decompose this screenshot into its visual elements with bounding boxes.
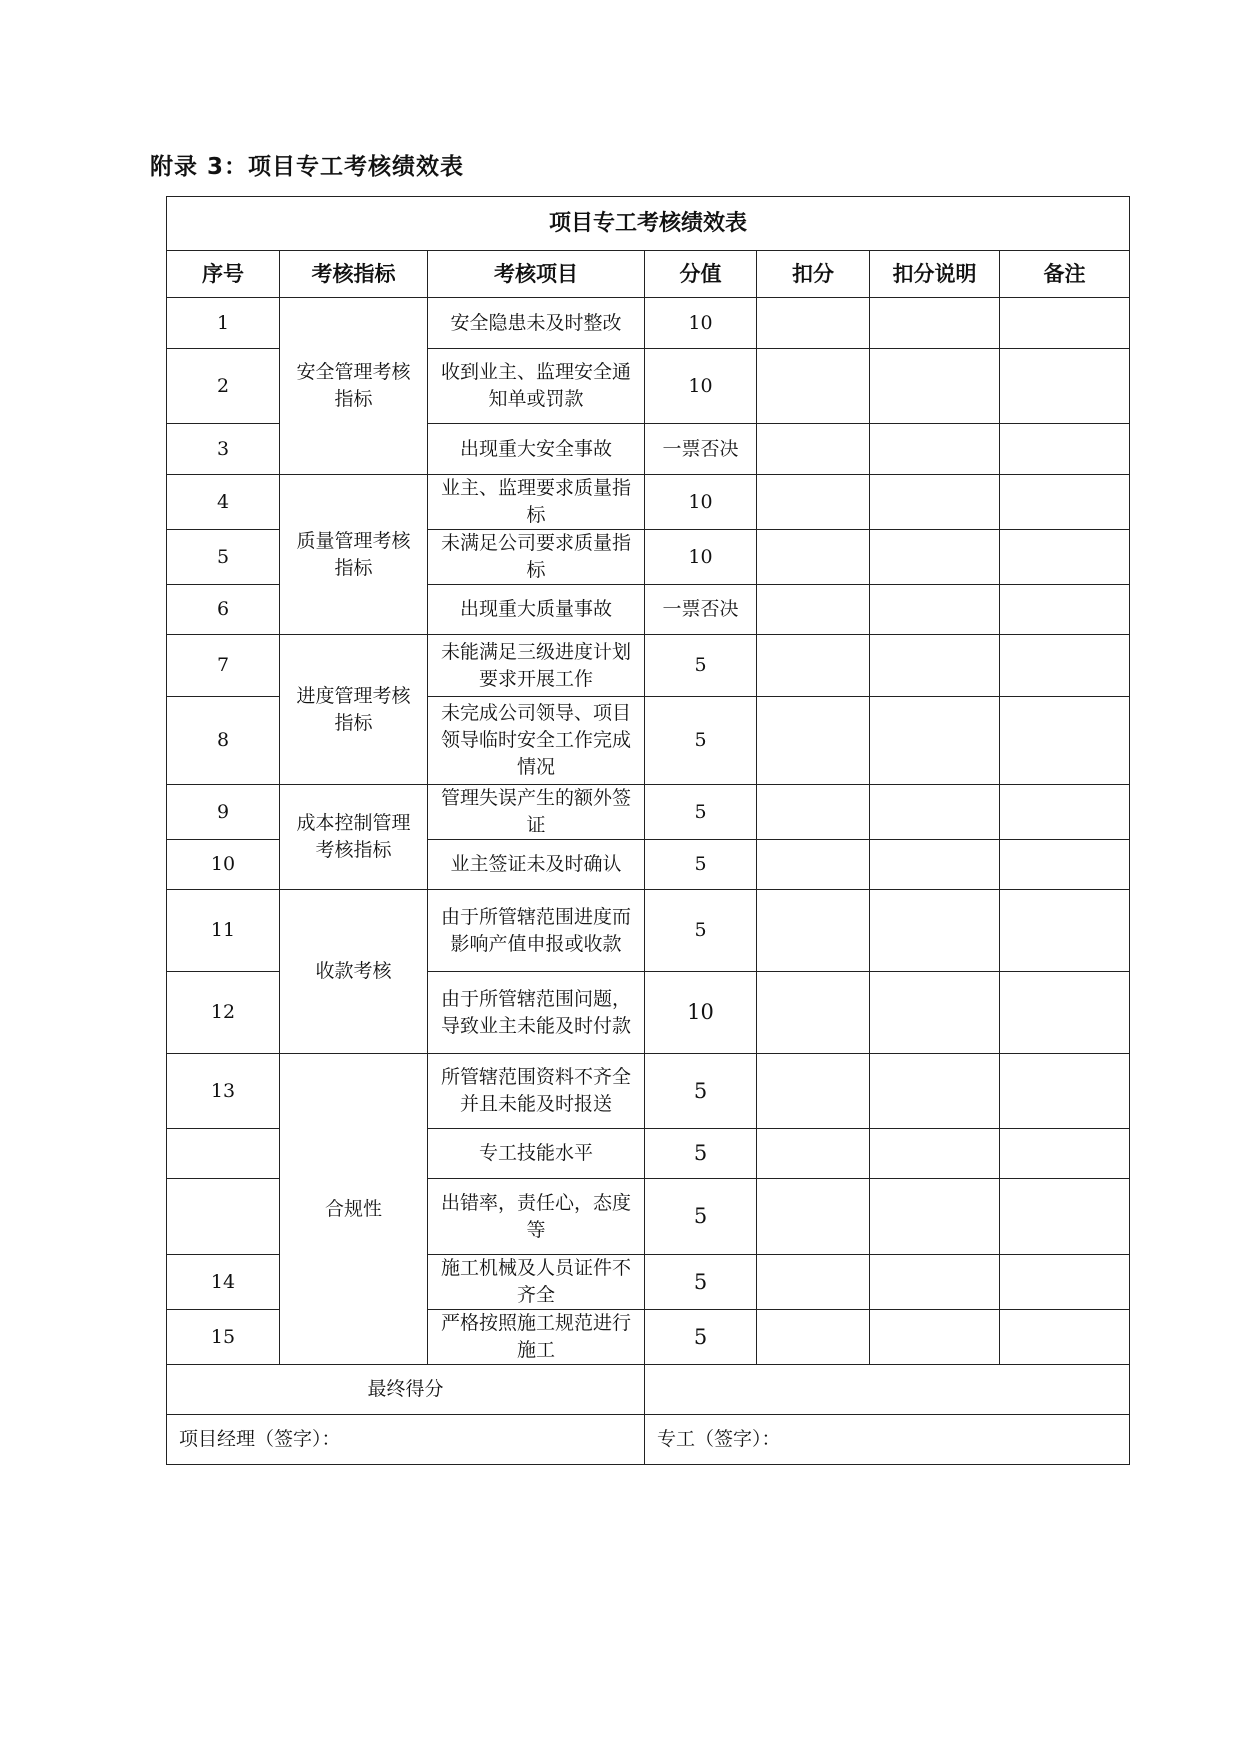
item-cell: 管理失误产生的额外签证	[428, 785, 645, 840]
indicator-cell: 安全管理考核指标	[280, 298, 428, 475]
performance-table	[166, 196, 1130, 1465]
deduction-cell[interactable]	[757, 585, 870, 635]
row-no: 4	[167, 475, 280, 530]
header-remark: 备注	[1000, 251, 1130, 298]
row-no: 13	[167, 1054, 280, 1129]
indicator-cell: 合规性	[280, 1054, 428, 1365]
remark-cell[interactable]	[1000, 890, 1130, 972]
indicator-cell: 收款考核	[280, 890, 428, 1054]
item-cell: 未满足公司要求质量指标	[428, 530, 645, 585]
row-no: 10	[167, 840, 280, 890]
row-no: 12	[167, 972, 280, 1054]
row-no: 9	[167, 785, 280, 840]
score-cell: 一票否决	[645, 424, 757, 475]
score-cell: 5	[645, 1310, 757, 1365]
score-cell: 一票否决	[645, 585, 757, 635]
indicator-cell: 成本控制管理考核指标	[280, 785, 428, 890]
deduction-cell[interactable]	[757, 530, 870, 585]
deduction-note-cell[interactable]	[870, 1054, 1000, 1129]
deduction-cell[interactable]	[757, 635, 870, 697]
header-indicator: 考核指标	[280, 251, 428, 298]
item-cell: 所管辖范围资料不齐全并且未能及时报送	[428, 1054, 645, 1129]
row-no: 8	[167, 697, 280, 785]
item-cell: 专工技能水平	[428, 1129, 645, 1179]
score-cell: 10	[645, 475, 757, 530]
remark-cell[interactable]	[1000, 972, 1130, 1054]
deduction-cell[interactable]	[757, 349, 870, 424]
engineer-signature-field[interactable]: 专工（签字）：	[645, 1415, 1130, 1465]
header-deduction-note: 扣分说明	[870, 251, 1000, 298]
deduction-note-cell[interactable]	[870, 530, 1000, 585]
item-cell: 由于所管辖范围问题，导致业主未能及时付款	[428, 972, 645, 1054]
deduction-note-cell[interactable]	[870, 1255, 1000, 1310]
deduction-cell[interactable]	[757, 890, 870, 972]
remark-cell[interactable]	[1000, 697, 1130, 785]
score-cell: 5	[645, 840, 757, 890]
deduction-cell[interactable]	[757, 840, 870, 890]
score-cell: 10	[645, 530, 757, 585]
deduction-cell[interactable]	[757, 1255, 870, 1310]
deduction-note-cell[interactable]	[870, 697, 1000, 785]
deduction-note-cell[interactable]	[870, 972, 1000, 1054]
deduction-note-cell[interactable]	[870, 1179, 1000, 1255]
final-score-label: 最终得分	[167, 1365, 645, 1415]
row-no: 2	[167, 349, 280, 424]
score-cell: 10	[645, 972, 757, 1054]
deduction-note-cell[interactable]	[870, 635, 1000, 697]
score-cell: 5	[645, 785, 757, 840]
deduction-cell[interactable]	[757, 298, 870, 349]
deduction-note-cell[interactable]	[870, 475, 1000, 530]
score-cell: 10	[645, 349, 757, 424]
item-cell: 出现重大质量事故	[428, 585, 645, 635]
deduction-cell[interactable]	[757, 475, 870, 530]
remark-cell[interactable]	[1000, 840, 1130, 890]
remark-cell[interactable]	[1000, 298, 1130, 349]
pm-signature-field[interactable]: 项目经理（签字）：	[167, 1415, 645, 1465]
score-cell: 10	[645, 298, 757, 349]
row-no: 11	[167, 890, 280, 972]
table-row	[167, 635, 1130, 697]
deduction-cell[interactable]	[757, 785, 870, 840]
item-cell: 收到业主、监理安全通知单或罚款	[428, 349, 645, 424]
item-cell: 施工机械及人员证件不齐全	[428, 1255, 645, 1310]
remark-cell[interactable]	[1000, 1129, 1130, 1179]
final-score-value[interactable]	[645, 1365, 1130, 1415]
score-cell: 5	[645, 1179, 757, 1255]
deduction-note-cell[interactable]	[870, 890, 1000, 972]
deduction-note-cell[interactable]	[870, 298, 1000, 349]
row-no: 7	[167, 635, 280, 697]
header-score: 分值	[645, 251, 757, 298]
deduction-note-cell[interactable]	[870, 1310, 1000, 1365]
score-cell: 5	[645, 635, 757, 697]
signature-row	[167, 1415, 1130, 1465]
row-no: 5	[167, 530, 280, 585]
row-no: 15	[167, 1310, 280, 1365]
table-row	[167, 785, 1130, 840]
remark-cell[interactable]	[1000, 585, 1130, 635]
table-row	[167, 298, 1130, 349]
remark-cell[interactable]	[1000, 785, 1130, 840]
deduction-note-cell[interactable]	[870, 349, 1000, 424]
deduction-note-cell[interactable]	[870, 585, 1000, 635]
indicator-cell: 进度管理考核指标	[280, 635, 428, 785]
item-cell: 出现重大安全事故	[428, 424, 645, 475]
header-no: 序号	[167, 251, 280, 298]
remark-cell[interactable]	[1000, 349, 1130, 424]
deduction-note-cell[interactable]	[870, 424, 1000, 475]
table-row	[167, 475, 1130, 530]
score-cell: 5	[645, 890, 757, 972]
row-no: 1	[167, 298, 280, 349]
score-cell: 5	[645, 1129, 757, 1179]
table-row	[167, 890, 1130, 972]
header-deduction: 扣分	[757, 251, 870, 298]
row-no: 6	[167, 585, 280, 635]
header-item: 考核项目	[428, 251, 645, 298]
item-cell: 由于所管辖范围进度而影响产值申报或收款	[428, 890, 645, 972]
appendix-title: 附录 3：项目专工考核绩效表	[150, 154, 465, 180]
deduction-note-cell[interactable]	[870, 1129, 1000, 1179]
item-cell: 业主签证未及时确认	[428, 840, 645, 890]
score-cell: 5	[645, 697, 757, 785]
remark-cell[interactable]	[1000, 475, 1130, 530]
remark-cell[interactable]	[1000, 1179, 1130, 1255]
item-cell: 业主、监理要求质量指标	[428, 475, 645, 530]
deduction-cell[interactable]	[757, 697, 870, 785]
score-cell: 5	[645, 1054, 757, 1129]
deduction-cell[interactable]	[757, 424, 870, 475]
remark-cell[interactable]	[1000, 1310, 1130, 1365]
row-no	[167, 1129, 280, 1179]
item-cell: 未完成公司领导、项目领导临时安全工作完成情况	[428, 697, 645, 785]
deduction-cell[interactable]	[757, 1310, 870, 1365]
remark-cell[interactable]	[1000, 1054, 1130, 1129]
remark-cell[interactable]	[1000, 635, 1130, 697]
item-cell: 出错率，责任心，态度等	[428, 1179, 645, 1255]
table-row	[167, 1054, 1130, 1129]
deduction-cell[interactable]	[757, 972, 870, 1054]
final-score-row	[167, 1365, 1130, 1415]
item-cell: 未能满足三级进度计划要求开展工作	[428, 635, 645, 697]
remark-cell[interactable]	[1000, 530, 1130, 585]
item-cell: 安全隐患未及时整改	[428, 298, 645, 349]
deduction-cell[interactable]	[757, 1179, 870, 1255]
item-cell: 严格按照施工规范进行施工	[428, 1310, 645, 1365]
row-no: 3	[167, 424, 280, 475]
remark-cell[interactable]	[1000, 1255, 1130, 1310]
deduction-note-cell[interactable]	[870, 840, 1000, 890]
row-no: 14	[167, 1255, 280, 1310]
indicator-cell: 质量管理考核指标	[280, 475, 428, 635]
deduction-cell[interactable]	[757, 1129, 870, 1179]
deduction-cell[interactable]	[757, 1054, 870, 1129]
deduction-note-cell[interactable]	[870, 785, 1000, 840]
table-title: 项目专工考核绩效表	[167, 197, 1130, 251]
row-no	[167, 1179, 280, 1255]
remark-cell[interactable]	[1000, 424, 1130, 475]
score-cell: 5	[645, 1255, 757, 1310]
